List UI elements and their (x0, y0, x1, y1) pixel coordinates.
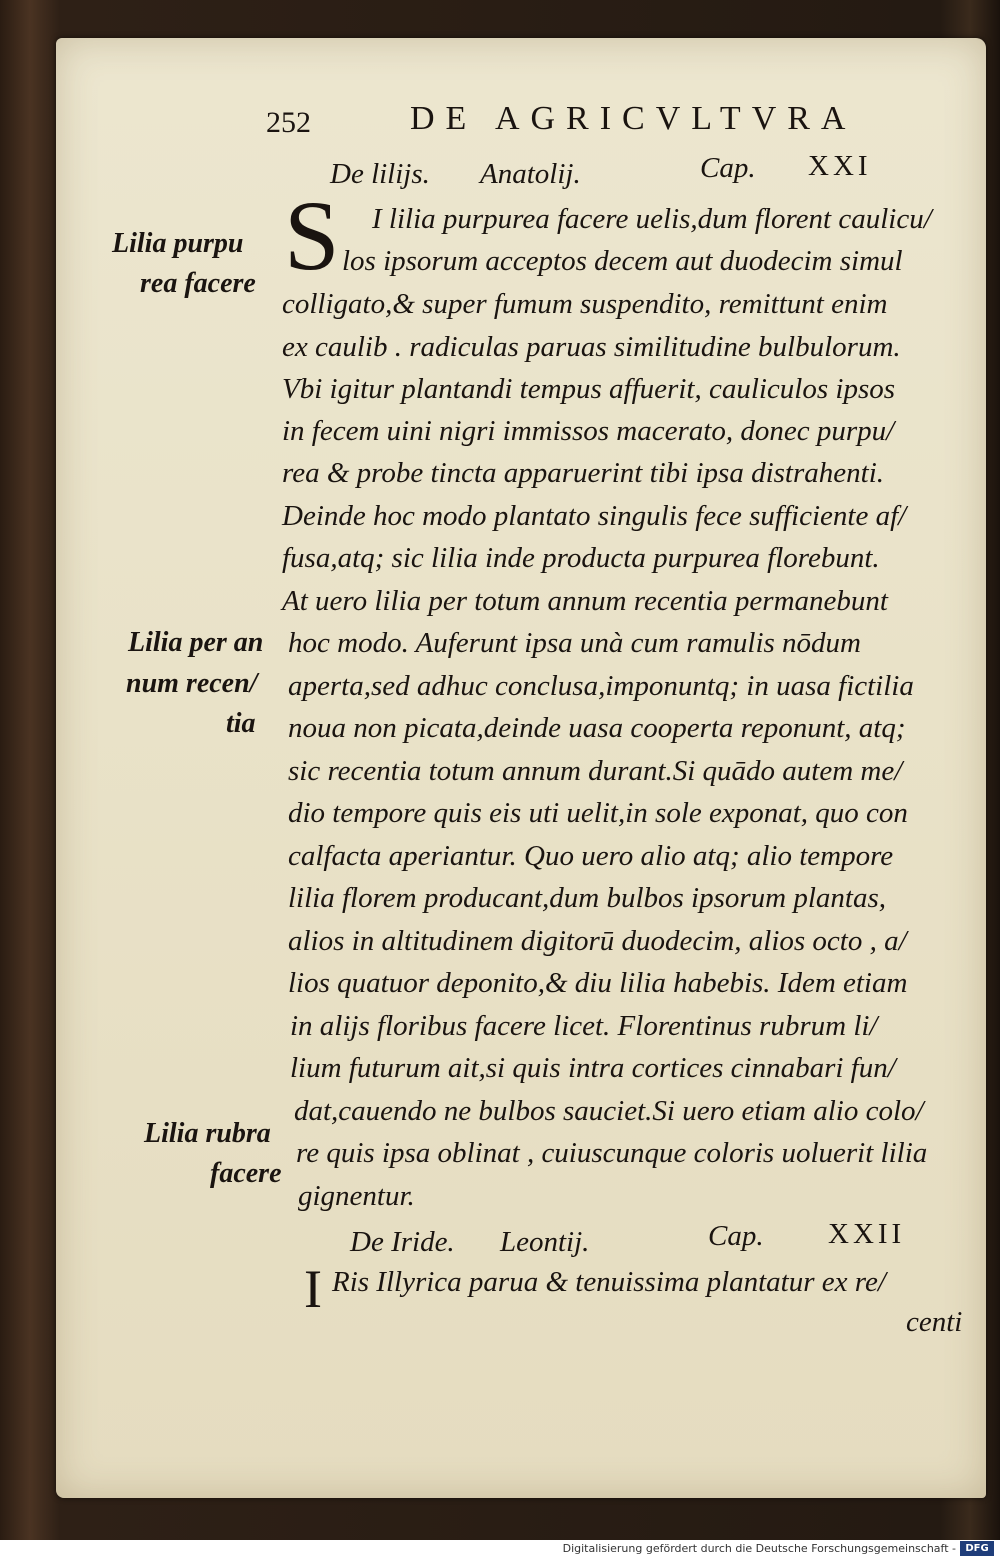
text-line: hoc modo. Auferunt ipsa unà cum ramulis nōdum (288, 627, 862, 659)
text-line: At uero lilia per totum annum recentia permanebunt (282, 585, 888, 617)
text-line: colligato,& super fumum suspendito, remittunt enim (282, 288, 888, 320)
marginal-note-line: Lilia purpu (112, 228, 244, 259)
text-line: lios quatuor deponito,& diu lilia habebis. Idem etiam (288, 967, 908, 999)
marginal-note-line: tia (226, 708, 256, 739)
chapter-cap-label: Cap. (700, 152, 756, 184)
text-line: aperta,sed adhuc conclusa,imponuntq; in uasa fictilia (288, 670, 914, 702)
text-line: re quis ipsa oblinat , cuiuscunque coloris uoluerit lilia (296, 1137, 928, 1169)
text-line: fusa,atq; sic lilia inde producta purpurea florebunt. (282, 542, 880, 574)
text-line: lium futurum ait,si quis intra cortices cinnabari fun/ (290, 1052, 896, 1084)
chapter-author: Anatolij. (480, 158, 581, 190)
chapter-title: De lilijs. (330, 158, 430, 190)
catchword: centi (906, 1306, 963, 1338)
text-line: in alijs floribus facere licet. Florentinus rubrum li/ (290, 1010, 878, 1042)
marginal-note-line: num recen/ (126, 668, 258, 699)
page-number: 252 (266, 106, 311, 139)
text-line: lilia florem producant,dum bulbos ipsorum plantas, (288, 882, 887, 914)
footer-bar (0, 1540, 1000, 1558)
marginal-note-line: Lilia per an (128, 627, 264, 658)
text-line: Deinde hoc modo plantato singulis fece sufficiente af/ (282, 500, 907, 532)
text-line: rea & probe tincta apparuerint tibi ipsa distrahenti. (282, 457, 885, 489)
running-title: DE AGRICVLTVRA (410, 100, 857, 137)
drop-cap: I (304, 1259, 322, 1319)
text-line: noua non picata,deinde uasa cooperta reponunt, atq; (288, 712, 906, 744)
text-line: gignentur. (298, 1180, 415, 1212)
dfg-logo: DFG (960, 1541, 994, 1556)
text-line: Vbi igitur plantandi tempus affuerit, cauliculos ipsos (282, 373, 896, 405)
chapter-cap-number: XXII (828, 1218, 906, 1250)
text-line: alios in altitudinem digitorū duodecim, alios octo , a/ (288, 925, 907, 957)
chapter-cap-number: XXI (808, 150, 872, 182)
marginal-note-line: rea facere (140, 268, 256, 299)
drop-cap: S (284, 180, 340, 291)
chapter-author: Leontij. (500, 1226, 590, 1258)
text-line: calfacta aperiantur. Quo uero alio atq; alio tempore (288, 840, 894, 872)
marginal-note-line: facere (210, 1158, 282, 1189)
text-line: dat,cauendo ne bulbos sauciet.Si uero etiam alio colo/ (294, 1095, 924, 1127)
footer-credit: Digitalisierung gefördert durch die Deutsche Forschungsgemeinschaft - (562, 1542, 956, 1555)
text-line: sic recentia totum annum durant.Si quādo autem me/ (288, 755, 903, 787)
text-line: Ris Illyrica parua & tenuissima plantatur ex re/ (332, 1266, 886, 1298)
marginal-note-line: Lilia rubra (144, 1118, 271, 1149)
text-line: los ipsorum acceptos decem aut duodecim simul (342, 245, 903, 277)
text-line: dio tempore quis eis uti uelit,in sole exponat, quo con (288, 797, 908, 829)
chapter-cap-label: Cap. (708, 1220, 764, 1252)
chapter-title: De Iride. (350, 1226, 455, 1258)
text-line: ex caulib . radiculas paruas similitudine bulbulorum. (282, 331, 901, 363)
text-line: I lilia purpurea facere uelis,dum florent caulicu/ (372, 203, 932, 235)
text-line: in fecem uini nigri immissos macerato, donec purpu/ (282, 415, 895, 447)
